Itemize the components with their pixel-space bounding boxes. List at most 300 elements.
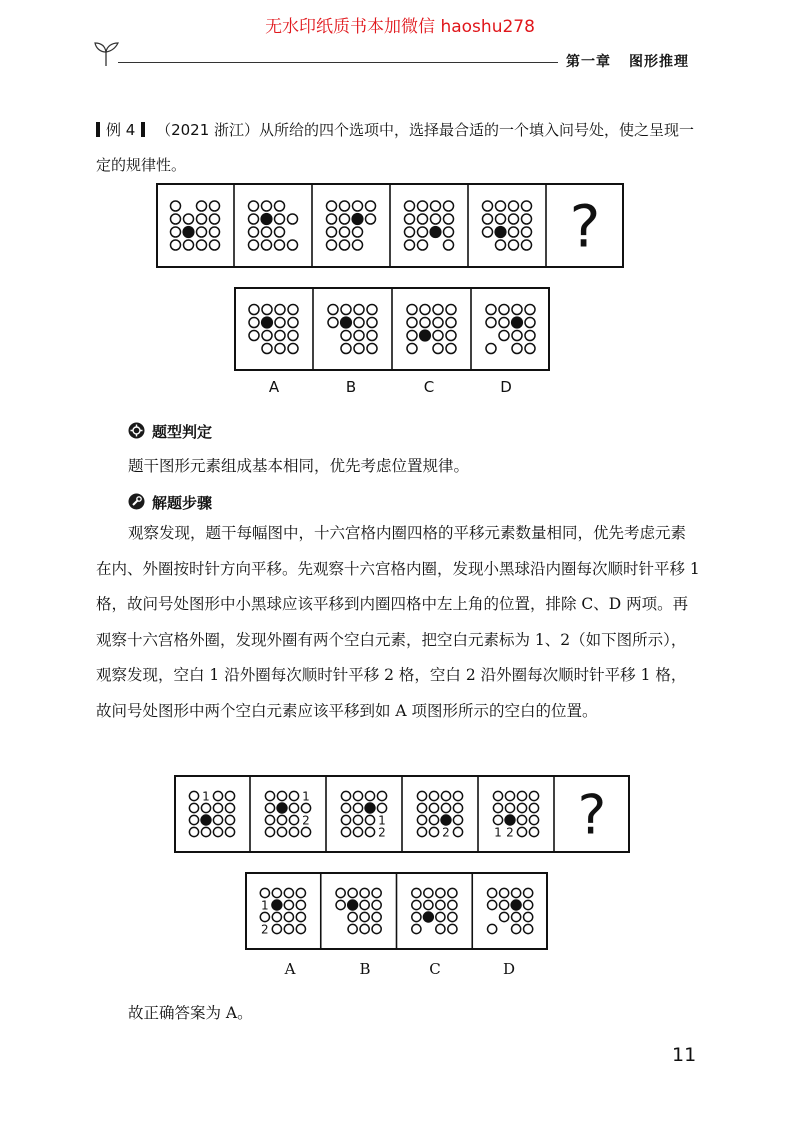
white-circle	[407, 318, 417, 328]
white-circle	[405, 214, 415, 224]
white-circle	[407, 344, 417, 354]
white-circle	[171, 201, 181, 211]
white-circle	[353, 827, 362, 836]
white-circle	[524, 924, 533, 933]
white-circle	[448, 900, 457, 909]
white-circle	[360, 888, 369, 897]
blank-label-2: 2	[302, 813, 310, 828]
white-circle	[340, 240, 350, 250]
black-dot	[495, 226, 506, 237]
white-circle	[496, 214, 506, 224]
white-circle	[522, 214, 532, 224]
white-circle	[446, 318, 456, 328]
black-dot	[423, 912, 433, 922]
white-circle	[488, 924, 497, 933]
white-circle	[288, 331, 298, 341]
white-circle	[265, 827, 274, 836]
white-circle	[512, 888, 521, 897]
white-circle	[424, 900, 433, 909]
white-circle	[500, 912, 509, 921]
white-circle	[328, 305, 338, 315]
white-circle	[301, 827, 310, 836]
label-bar-left	[96, 122, 100, 137]
white-circle	[301, 803, 310, 812]
white-circle	[372, 888, 381, 897]
black-dot	[277, 803, 287, 813]
white-circle	[429, 815, 438, 824]
white-circle	[486, 344, 496, 354]
white-circle	[453, 803, 462, 812]
white-circle	[288, 214, 298, 224]
white-circle	[418, 214, 428, 224]
wrench-icon	[128, 493, 145, 510]
white-circle	[367, 305, 377, 315]
white-circle	[327, 240, 337, 250]
white-circle	[277, 791, 286, 800]
white-circle	[340, 214, 350, 224]
white-circle	[436, 900, 445, 909]
white-circle	[517, 803, 526, 812]
labeled-option-label-d: D	[502, 960, 516, 978]
white-circle	[201, 803, 210, 812]
white-circle	[189, 815, 198, 824]
white-circle	[512, 331, 522, 341]
white-circle	[262, 331, 272, 341]
white-circle	[429, 791, 438, 800]
option-label-a: A	[268, 378, 280, 396]
white-circle	[500, 900, 509, 909]
white-circle	[265, 803, 274, 812]
white-circle	[249, 305, 259, 315]
white-circle	[367, 318, 377, 328]
example-source: （2021 浙江）	[156, 121, 260, 139]
question-mark: ?	[577, 783, 607, 847]
white-circle	[436, 924, 445, 933]
white-circle	[448, 924, 457, 933]
white-circle	[272, 888, 281, 897]
white-circle	[210, 201, 220, 211]
blank-label-2: 2	[378, 825, 386, 840]
white-circle	[429, 827, 438, 836]
options-figure	[234, 287, 550, 371]
labeled-option-label-a: A	[284, 960, 296, 978]
white-circle	[225, 803, 234, 812]
white-circle	[446, 305, 456, 315]
white-circle	[225, 827, 234, 836]
white-circle	[225, 815, 234, 824]
solution-steps-content: 观察发现，题干每幅图中，十六宫格内圈四格的平移元素数量相同，优先考虑元素在内、外圈按时针方向平移。先观察十六宫格内圈，发现小黑球沿内圈每次顺时针平移 1 格，故问号处图形中小黑球应该平移到内圈四格中左上角的位置，排除 C、D 两项。再观察十六宫格外圈，发现外圈有两个空白元素，把空白元素标为 1、2（如下图所示），观察发现，空白 1 沿外圈每次顺时针平移 2 格，空白 2 沿外圈每次顺时针平移 1 格，故问号处图形中两个空白元素应该平移到如 A 项图形所示的空白的位置。	[96, 524, 700, 720]
example-text: 从所给的四个选项中，选择最合适的一个填入问号处，使之呈现一定的规律性。	[96, 121, 695, 174]
white-circle	[327, 214, 337, 224]
white-circle	[431, 214, 441, 224]
white-circle	[171, 214, 181, 224]
white-circle	[444, 227, 454, 237]
white-circle	[499, 305, 509, 315]
white-circle	[500, 888, 509, 897]
white-circle	[417, 803, 426, 812]
white-circle	[496, 201, 506, 211]
white-circle	[262, 344, 272, 354]
white-circle	[296, 900, 305, 909]
white-circle	[505, 803, 514, 812]
white-circle	[512, 344, 522, 354]
white-circle	[354, 305, 364, 315]
white-circle	[512, 924, 521, 933]
chapter-header	[566, 51, 689, 71]
solution-steps-text	[96, 516, 701, 729]
labeled-option-label-b: B	[359, 960, 371, 978]
example-prompt	[96, 113, 701, 183]
white-circle	[433, 305, 443, 315]
section-title-type: 题型判定	[152, 423, 213, 441]
white-circle	[272, 912, 281, 921]
white-circle	[341, 827, 350, 836]
white-circle	[354, 344, 364, 354]
black-dot	[505, 815, 515, 825]
white-circle	[288, 344, 298, 354]
header-rule	[118, 62, 558, 63]
white-circle	[284, 912, 293, 921]
white-circle	[341, 305, 351, 315]
white-circle	[529, 815, 538, 824]
white-circle	[366, 201, 376, 211]
white-circle	[272, 924, 281, 933]
white-circle	[486, 318, 496, 328]
gear-icon	[128, 422, 145, 439]
white-circle	[348, 924, 357, 933]
blank-label-2: 2	[506, 825, 514, 840]
white-circle	[353, 240, 363, 250]
black-dot	[511, 900, 521, 910]
white-circle	[348, 912, 357, 921]
white-circle	[275, 318, 285, 328]
white-circle	[340, 201, 350, 211]
white-circle	[327, 201, 337, 211]
white-circle	[197, 227, 207, 237]
white-circle	[446, 331, 456, 341]
black-dot	[511, 317, 522, 328]
white-circle	[210, 214, 220, 224]
white-circle	[275, 227, 285, 237]
white-circle	[524, 888, 533, 897]
white-circle	[296, 912, 305, 921]
white-circle	[289, 827, 298, 836]
white-circle	[265, 791, 274, 800]
white-circle	[483, 201, 493, 211]
black-dot	[183, 226, 194, 237]
black-dot	[430, 226, 441, 237]
white-circle	[284, 888, 293, 897]
white-circle	[493, 803, 502, 812]
white-circle	[522, 201, 532, 211]
white-circle	[405, 240, 415, 250]
white-circle	[444, 214, 454, 224]
white-circle	[296, 888, 305, 897]
white-circle	[249, 214, 259, 224]
white-circle	[249, 201, 259, 211]
page-number: 11	[672, 1044, 697, 1066]
white-circle	[353, 815, 362, 824]
chapter-title: 图形推理	[629, 54, 689, 70]
black-dot	[261, 317, 272, 328]
white-circle	[289, 791, 298, 800]
white-circle	[431, 201, 441, 211]
white-circle	[341, 815, 350, 824]
sprout-icon	[92, 40, 122, 68]
white-circle	[275, 201, 285, 211]
white-circle	[197, 214, 207, 224]
white-circle	[260, 888, 269, 897]
white-circle	[189, 827, 198, 836]
white-circle	[367, 331, 377, 341]
white-circle	[262, 240, 272, 250]
white-circle	[372, 900, 381, 909]
white-circle	[496, 240, 506, 250]
white-circle	[327, 227, 337, 237]
blank-label-1: 1	[302, 789, 310, 804]
white-circle	[277, 827, 286, 836]
blank-label-1: 1	[378, 813, 386, 828]
blank-label-2: 2	[261, 922, 269, 937]
white-circle	[365, 791, 374, 800]
white-circle	[249, 331, 259, 341]
white-circle	[225, 791, 234, 800]
white-circle	[529, 803, 538, 812]
white-circle	[288, 318, 298, 328]
white-circle	[517, 791, 526, 800]
example-label: 例 4	[106, 121, 136, 139]
white-circle	[525, 318, 535, 328]
white-circle	[433, 344, 443, 354]
white-circle	[213, 815, 222, 824]
black-dot	[272, 900, 282, 910]
white-circle	[453, 815, 462, 824]
white-circle	[289, 803, 298, 812]
white-circle	[417, 827, 426, 836]
white-circle	[262, 201, 272, 211]
white-circle	[525, 305, 535, 315]
white-circle	[213, 803, 222, 812]
white-circle	[509, 201, 519, 211]
white-circle	[288, 305, 298, 315]
black-dot	[340, 317, 351, 328]
white-circle	[360, 912, 369, 921]
conclusion-text: 故正确答案为 A。	[128, 1004, 253, 1022]
white-circle	[184, 240, 194, 250]
white-circle	[336, 900, 345, 909]
white-circle	[372, 924, 381, 933]
white-circle	[525, 344, 535, 354]
labeled-option-label-c: C	[429, 960, 441, 978]
white-circle	[341, 331, 351, 341]
option-label-d: D	[500, 378, 512, 396]
white-circle	[483, 214, 493, 224]
white-circle	[365, 815, 374, 824]
chapter-number: 第一章	[566, 54, 611, 70]
white-circle	[444, 201, 454, 211]
white-circle	[296, 924, 305, 933]
white-circle	[275, 240, 285, 250]
white-circle	[493, 815, 502, 824]
white-circle	[453, 827, 462, 836]
white-circle	[522, 227, 532, 237]
white-circle	[499, 318, 509, 328]
white-circle	[444, 240, 454, 250]
white-circle	[522, 240, 532, 250]
white-circle	[341, 803, 350, 812]
white-circle	[328, 318, 338, 328]
blank-label-1: 1	[261, 898, 269, 913]
option-label-b: B	[345, 378, 357, 396]
white-circle	[360, 900, 369, 909]
black-dot	[441, 815, 451, 825]
white-circle	[446, 344, 456, 354]
white-circle	[372, 912, 381, 921]
white-circle	[210, 240, 220, 250]
white-circle	[275, 344, 285, 354]
white-circle	[407, 331, 417, 341]
white-circle	[365, 827, 374, 836]
white-circle	[284, 900, 293, 909]
white-circle	[436, 888, 445, 897]
labeled-options-figure	[245, 872, 548, 950]
white-circle	[441, 791, 450, 800]
white-circle	[353, 803, 362, 812]
white-circle	[336, 888, 345, 897]
white-circle	[483, 227, 493, 237]
white-circle	[341, 344, 351, 354]
white-circle	[275, 305, 285, 315]
white-circle	[429, 803, 438, 812]
white-circle	[171, 240, 181, 250]
white-circle	[529, 791, 538, 800]
white-circle	[448, 912, 457, 921]
white-circle	[197, 201, 207, 211]
white-circle	[405, 227, 415, 237]
white-circle	[288, 240, 298, 250]
section-title-steps: 解题步骤	[152, 494, 213, 512]
white-circle	[486, 305, 496, 315]
white-circle	[377, 791, 386, 800]
question-figure	[156, 183, 625, 268]
white-circle	[418, 227, 428, 237]
white-circle	[529, 827, 538, 836]
white-circle	[433, 318, 443, 328]
label-bar-right	[141, 122, 145, 137]
white-circle	[412, 912, 421, 921]
type-judgment-text: 题干图形元素组成基本相同，优先考虑位置规律。	[128, 457, 470, 475]
white-circle	[184, 214, 194, 224]
white-circle	[354, 331, 364, 341]
white-circle	[262, 305, 272, 315]
white-circle	[341, 791, 350, 800]
white-circle	[360, 924, 369, 933]
white-circle	[412, 888, 421, 897]
white-circle	[197, 240, 207, 250]
white-circle	[420, 305, 430, 315]
black-dot	[365, 803, 375, 813]
white-circle	[348, 888, 357, 897]
white-circle	[505, 791, 514, 800]
white-circle	[525, 331, 535, 341]
white-circle	[249, 318, 259, 328]
white-circle	[517, 827, 526, 836]
white-circle	[417, 791, 426, 800]
white-circle	[277, 815, 286, 824]
watermark-text: 无水印纸质书本加微信 haoshu278	[265, 17, 535, 37]
white-circle	[353, 227, 363, 237]
white-circle	[433, 331, 443, 341]
black-dot	[347, 900, 357, 910]
white-circle	[509, 227, 519, 237]
white-circle	[512, 912, 521, 921]
white-circle	[488, 888, 497, 897]
white-circle	[354, 318, 364, 328]
option-label-c: C	[423, 378, 435, 396]
white-circle	[249, 227, 259, 237]
blank-label-1: 1	[494, 825, 502, 840]
white-circle	[249, 240, 259, 250]
white-circle	[262, 227, 272, 237]
white-circle	[275, 331, 285, 341]
white-circle	[436, 912, 445, 921]
black-dot	[352, 213, 363, 224]
white-circle	[289, 815, 298, 824]
black-dot	[419, 330, 430, 341]
question-mark: ?	[569, 192, 601, 261]
white-circle	[213, 791, 222, 800]
white-circle	[377, 803, 386, 812]
blank-label-1: 1	[202, 789, 210, 804]
labeled-question-figure	[174, 775, 630, 853]
white-circle	[189, 803, 198, 812]
white-circle	[418, 201, 428, 211]
white-circle	[524, 912, 533, 921]
white-circle	[424, 888, 433, 897]
white-circle	[353, 201, 363, 211]
white-circle	[509, 214, 519, 224]
white-circle	[453, 791, 462, 800]
white-circle	[210, 227, 220, 237]
black-dot	[201, 815, 211, 825]
white-circle	[284, 924, 293, 933]
white-circle	[493, 791, 502, 800]
white-circle	[488, 900, 497, 909]
white-circle	[407, 305, 417, 315]
white-circle	[412, 924, 421, 933]
black-dot	[261, 213, 272, 224]
white-circle	[366, 214, 376, 224]
white-circle	[189, 791, 198, 800]
white-circle	[517, 815, 526, 824]
white-circle	[524, 900, 533, 909]
white-circle	[201, 827, 210, 836]
white-circle	[418, 240, 428, 250]
white-circle	[260, 912, 269, 921]
blank-label-2: 2	[442, 825, 450, 840]
white-circle	[265, 815, 274, 824]
white-circle	[353, 791, 362, 800]
white-circle	[367, 344, 377, 354]
white-circle	[213, 827, 222, 836]
white-circle	[275, 214, 285, 224]
white-circle	[420, 318, 430, 328]
white-circle	[405, 201, 415, 211]
white-circle	[412, 900, 421, 909]
white-circle	[171, 227, 181, 237]
white-circle	[340, 227, 350, 237]
white-circle	[417, 815, 426, 824]
